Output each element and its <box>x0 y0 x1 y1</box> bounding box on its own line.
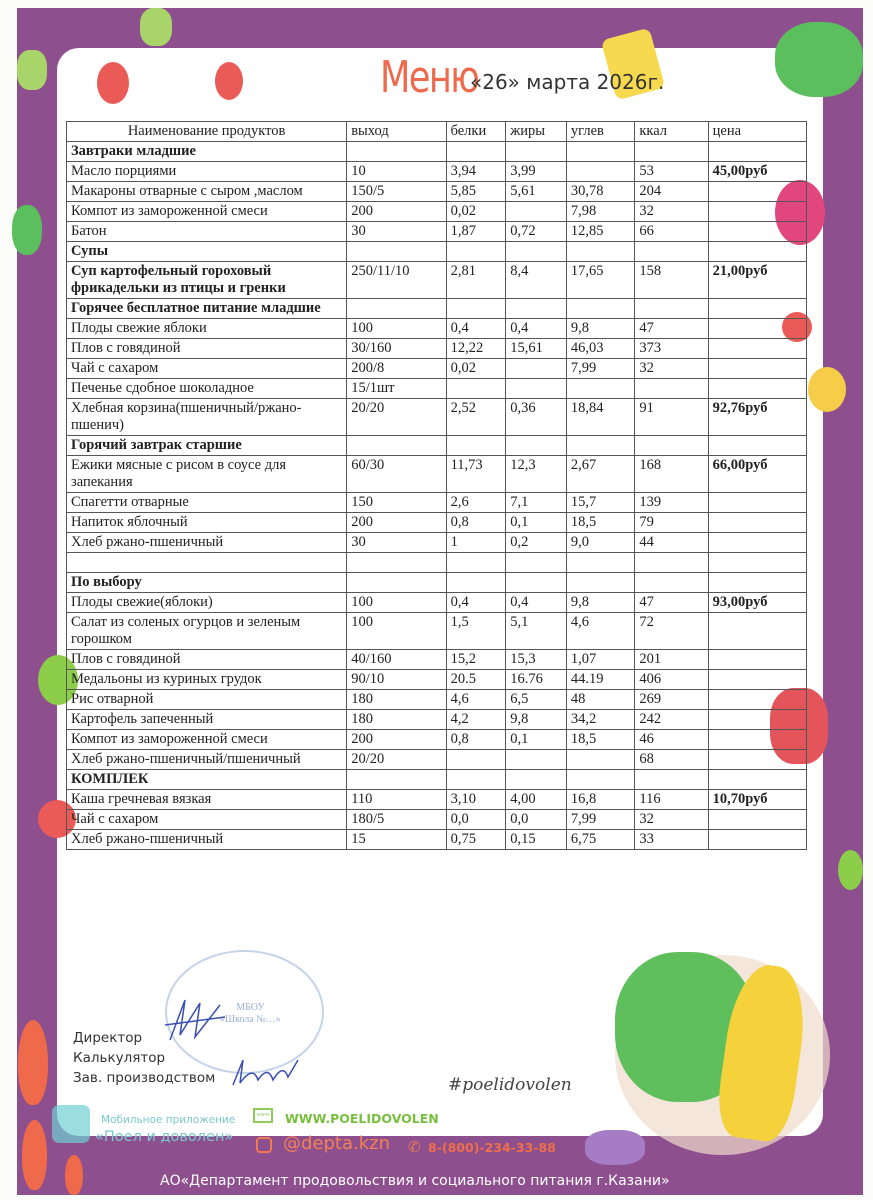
item-yield: 110 <box>347 790 446 810</box>
item-fat <box>506 202 567 222</box>
item-carbs <box>566 162 634 182</box>
table-row <box>67 493 807 513</box>
production-head-label: Зав. производством <box>73 1070 216 1086</box>
item-kcal: 68 <box>635 750 708 770</box>
section-row <box>67 436 807 456</box>
section-row <box>67 142 807 162</box>
item-carbs: 15,7 <box>566 493 634 513</box>
empty-cell <box>506 553 567 573</box>
item-name: Хлеб ржано-пшеничный/пшеничный <box>67 750 347 770</box>
stamp-line: МБОУ <box>236 1002 265 1013</box>
item-kcal: 47 <box>635 593 708 613</box>
cabbage-illustration-icon <box>12 205 42 255</box>
item-kcal: 158 <box>635 262 708 299</box>
item-name: Суп картофельный гороховый фрикадельки из птицы и гренки <box>67 262 347 299</box>
item-price <box>708 533 806 553</box>
section-row <box>67 770 807 790</box>
item-yield: 60/30 <box>347 456 446 493</box>
table-row <box>67 790 807 810</box>
item-yield: 200 <box>347 202 446 222</box>
item-carbs <box>566 379 634 399</box>
empty-cell <box>635 553 708 573</box>
table-row <box>67 202 807 222</box>
item-yield: 250/11/10 <box>347 262 446 299</box>
section-row <box>67 573 807 593</box>
table-row <box>67 182 807 202</box>
table-row <box>67 339 807 359</box>
table-row <box>67 613 807 650</box>
item-fat: 15,61 <box>506 339 567 359</box>
item-price <box>708 650 806 670</box>
item-price <box>708 730 806 750</box>
item-price: 45,00руб <box>708 162 806 182</box>
item-protein <box>446 750 506 770</box>
empty-cell <box>347 142 446 162</box>
item-carbs: 4,6 <box>566 613 634 650</box>
item-price: 66,00руб <box>708 456 806 493</box>
item-price <box>708 359 806 379</box>
item-fat: 5,1 <box>506 613 567 650</box>
empty-cell <box>566 242 634 262</box>
item-yield: 15/1шт <box>347 379 446 399</box>
item-price: 92,76руб <box>708 399 806 436</box>
empty-cell <box>347 242 446 262</box>
item-name: Медальоны из куриных грудок <box>67 670 347 690</box>
item-carbs: 44.19 <box>566 670 634 690</box>
item-protein <box>446 379 506 399</box>
item-fat: 9,8 <box>506 710 567 730</box>
table-row <box>67 533 807 553</box>
item-name: Салат из соленых огурцов и зеленым горошком <box>67 613 347 650</box>
item-yield: 30/160 <box>347 339 446 359</box>
item-kcal: 201 <box>635 650 708 670</box>
item-fat: 0,72 <box>506 222 567 242</box>
table-row <box>67 456 807 493</box>
item-protein: 0,8 <box>446 730 506 750</box>
item-price <box>708 222 806 242</box>
stamp-line: «Школа №…» <box>220 1014 281 1025</box>
empty-cell <box>506 770 567 790</box>
table-row <box>67 750 807 770</box>
table-header-row <box>67 122 807 142</box>
table-row <box>67 710 807 730</box>
item-price <box>708 830 806 850</box>
item-fat: 0,15 <box>506 830 567 850</box>
item-carbs: 18,84 <box>566 399 634 436</box>
tomato-character-icon <box>97 62 129 104</box>
item-carbs: 1,07 <box>566 650 634 670</box>
item-fat: 0,4 <box>506 593 567 613</box>
hashtag: #poelidovolen <box>448 1075 572 1095</box>
item-protein: 2,52 <box>446 399 506 436</box>
item-kcal: 168 <box>635 456 708 493</box>
table-row <box>67 262 807 299</box>
item-fat: 3,99 <box>506 162 567 182</box>
table-row <box>67 830 807 850</box>
item-name: Компот из замороженной смеси <box>67 202 347 222</box>
item-carbs: 9,8 <box>566 319 634 339</box>
item-yield: 10 <box>347 162 446 182</box>
item-carbs: 7,98 <box>566 202 634 222</box>
cabbage-illustration-icon <box>775 22 863 97</box>
empty-cell <box>635 770 708 790</box>
item-kcal: 373 <box>635 339 708 359</box>
item-price <box>708 670 806 690</box>
item-protein: 1,5 <box>446 613 506 650</box>
empty-cell <box>506 573 567 593</box>
table-row <box>67 730 807 750</box>
item-price <box>708 182 806 202</box>
item-kcal: 53 <box>635 162 708 182</box>
item-yield: 40/160 <box>347 650 446 670</box>
empty-cell <box>67 553 347 573</box>
empty-cell <box>446 436 506 456</box>
empty-cell <box>566 436 634 456</box>
empty-cell <box>506 242 567 262</box>
item-protein: 0,0 <box>446 810 506 830</box>
item-yield: 180 <box>347 710 446 730</box>
item-yield: 15 <box>347 830 446 850</box>
item-price <box>708 319 806 339</box>
item-carbs: 2,67 <box>566 456 634 493</box>
item-name: Хлебная корзина(пшеничный/ржано-пшенич) <box>67 399 347 436</box>
item-protein: 2,6 <box>446 493 506 513</box>
empty-cell <box>446 142 506 162</box>
item-price <box>708 493 806 513</box>
phone-number[interactable]: 8-(800)-234-33-88 <box>428 1140 556 1155</box>
item-price <box>708 810 806 830</box>
item-yield: 100 <box>347 593 446 613</box>
item-yield: 30 <box>347 533 446 553</box>
item-protein: 0,02 <box>446 359 506 379</box>
item-name: Чай с сахаром <box>67 810 347 830</box>
empty-cell <box>635 299 708 319</box>
item-name: Хлеб ржано-пшеничный <box>67 830 347 850</box>
item-fat: 16.76 <box>506 670 567 690</box>
item-protein: 0,75 <box>446 830 506 850</box>
item-name: Плоды свежие(яблоки) <box>67 593 347 613</box>
section-title: КОМПЛЕК <box>67 770 347 790</box>
item-protein: 1 <box>446 533 506 553</box>
production-head-signature-icon <box>228 1055 303 1090</box>
table-row <box>67 810 807 830</box>
item-kcal: 44 <box>635 533 708 553</box>
item-fat: 0,0 <box>506 810 567 830</box>
item-price <box>708 202 806 222</box>
item-protein: 11,73 <box>446 456 506 493</box>
item-yield: 90/10 <box>347 670 446 690</box>
item-protein: 2,81 <box>446 262 506 299</box>
section-title: По выбору <box>67 573 347 593</box>
empty-cell <box>635 573 708 593</box>
table-row <box>67 690 807 710</box>
item-yield: 180 <box>347 690 446 710</box>
item-protein: 3,94 <box>446 162 506 182</box>
item-yield: 150/5 <box>347 182 446 202</box>
table-row <box>67 593 807 613</box>
footer-organization: АО«Департамент продовольствия и социального питания г.Казани» <box>160 1173 670 1189</box>
item-name: Батон <box>67 222 347 242</box>
empty-cell <box>446 573 506 593</box>
table-row <box>67 162 807 182</box>
tomato-character-icon <box>215 62 243 100</box>
table-row <box>67 319 807 339</box>
empty-cell <box>446 553 506 573</box>
item-name: Ежики мясные с рисом в соусе для запекания <box>67 456 347 493</box>
item-protein: 5,85 <box>446 182 506 202</box>
item-carbs: 17,65 <box>566 262 634 299</box>
empty-cell <box>347 770 446 790</box>
item-kcal: 33 <box>635 830 708 850</box>
web-icon: www <box>253 1108 273 1123</box>
item-name: Макароны отварные с сыром ,маслом <box>67 182 347 202</box>
item-carbs: 18,5 <box>566 730 634 750</box>
item-kcal: 79 <box>635 513 708 533</box>
column-header: белки <box>446 122 506 142</box>
item-fat: 15,3 <box>506 650 567 670</box>
item-fat: 8,4 <box>506 262 567 299</box>
item-fat: 5,61 <box>506 182 567 202</box>
item-kcal: 32 <box>635 810 708 830</box>
empty-cell <box>708 299 806 319</box>
item-protein: 4,6 <box>446 690 506 710</box>
item-carbs: 18,5 <box>566 513 634 533</box>
item-kcal <box>635 379 708 399</box>
item-protein: 12,22 <box>446 339 506 359</box>
item-kcal: 32 <box>635 359 708 379</box>
table-row <box>67 359 807 379</box>
item-protein: 0,8 <box>446 513 506 533</box>
item-name: Печенье сдобное шоколадное <box>67 379 347 399</box>
section-row <box>67 299 807 319</box>
item-fat <box>506 750 567 770</box>
empty-cell <box>635 242 708 262</box>
item-name: Спагетти отварные <box>67 493 347 513</box>
item-price: 10,70руб <box>708 790 806 810</box>
item-fat: 0,4 <box>506 319 567 339</box>
item-protein: 3,10 <box>446 790 506 810</box>
item-kcal: 91 <box>635 399 708 436</box>
item-protein: 0,02 <box>446 202 506 222</box>
item-name: Масло порциями <box>67 162 347 182</box>
candy-character-icon <box>585 1130 645 1165</box>
item-name: Хлеб ржано-пшеничный <box>67 533 347 553</box>
item-carbs: 34,2 <box>566 710 634 730</box>
instagram-handle[interactable]: @depta.kzn <box>283 1133 391 1154</box>
item-name: Плов с говядиной <box>67 650 347 670</box>
leaf-illustration-icon <box>838 850 863 890</box>
item-yield: 200 <box>347 513 446 533</box>
item-fat <box>506 379 567 399</box>
director-signature-icon <box>160 995 230 1045</box>
empty-cell <box>708 242 806 262</box>
item-yield: 30 <box>347 222 446 242</box>
phone-icon: ✆ <box>408 1140 421 1156</box>
lettuce-illustration-icon <box>140 8 172 46</box>
empty-cell <box>635 142 708 162</box>
empty-cell <box>635 436 708 456</box>
item-price <box>708 613 806 650</box>
column-header: цена <box>708 122 806 142</box>
item-name: Плов с говядиной <box>67 339 347 359</box>
item-carbs: 12,85 <box>566 222 634 242</box>
item-kcal: 32 <box>635 202 708 222</box>
empty-cell <box>566 770 634 790</box>
menu-date: «26» марта 2026г. <box>470 70 665 94</box>
column-header: углев <box>566 122 634 142</box>
item-carbs: 46,03 <box>566 339 634 359</box>
item-carbs: 30,78 <box>566 182 634 202</box>
website-link[interactable]: WWW.POELIDOVOLEN <box>285 1111 439 1126</box>
item-yield: 200/8 <box>347 359 446 379</box>
empty-cell <box>347 573 446 593</box>
item-yield: 100 <box>347 613 446 650</box>
item-kcal: 116 <box>635 790 708 810</box>
item-carbs: 48 <box>566 690 634 710</box>
item-fat: 0,36 <box>506 399 567 436</box>
section-title: Горячее бесплатное питание младшие <box>67 299 347 319</box>
item-yield: 100 <box>347 319 446 339</box>
item-price <box>708 339 806 359</box>
item-price: 21,00руб <box>708 262 806 299</box>
empty-cell <box>506 142 567 162</box>
item-fat: 0,1 <box>506 730 567 750</box>
item-name: Рис отварной <box>67 690 347 710</box>
table-row <box>67 399 807 436</box>
item-protein: 20.5 <box>446 670 506 690</box>
app-icon <box>52 1105 90 1143</box>
item-fat: 4,00 <box>506 790 567 810</box>
item-carbs: 7,99 <box>566 359 634 379</box>
column-header: ккал <box>635 122 708 142</box>
menu-table <box>66 121 807 850</box>
item-name: Каша гречневая вязкая <box>67 790 347 810</box>
empty-cell <box>708 770 806 790</box>
table-row <box>67 513 807 533</box>
item-name: Чай с сахаром <box>67 359 347 379</box>
director-label: Директор <box>73 1030 143 1046</box>
section-title: Завтраки младшие <box>67 142 347 162</box>
empty-cell <box>347 299 446 319</box>
item-carbs <box>566 750 634 770</box>
smiley-icon <box>808 367 846 412</box>
item-protein: 4,2 <box>446 710 506 730</box>
carrot-character-icon <box>22 1120 47 1190</box>
item-fat: 0,1 <box>506 513 567 533</box>
empty-cell <box>566 553 634 573</box>
item-fat: 12,3 <box>506 456 567 493</box>
item-price <box>708 710 806 730</box>
item-price <box>708 690 806 710</box>
table-row <box>67 222 807 242</box>
empty-cell <box>506 299 567 319</box>
item-name: Компот из замороженной смеси <box>67 730 347 750</box>
empty-cell <box>347 436 446 456</box>
item-kcal: 72 <box>635 613 708 650</box>
item-kcal: 242 <box>635 710 708 730</box>
item-protein: 0,4 <box>446 319 506 339</box>
empty-cell <box>347 553 446 573</box>
item-fat: 6,5 <box>506 690 567 710</box>
item-fat: 7,1 <box>506 493 567 513</box>
calculator-label: Калькулятор <box>73 1050 166 1066</box>
section-title: Супы <box>67 242 347 262</box>
carrot-character-icon <box>65 1155 83 1195</box>
item-kcal: 46 <box>635 730 708 750</box>
item-kcal: 139 <box>635 493 708 513</box>
item-kcal: 269 <box>635 690 708 710</box>
item-yield: 200 <box>347 730 446 750</box>
empty-cell <box>566 142 634 162</box>
table-row <box>67 670 807 690</box>
item-yield: 150 <box>347 493 446 513</box>
app-name: «Поел и доволен» <box>95 1129 234 1145</box>
item-yield: 20/20 <box>347 399 446 436</box>
empty-cell <box>566 573 634 593</box>
item-carbs: 7,99 <box>566 810 634 830</box>
item-name: Картофель запеченный <box>67 710 347 730</box>
blank-row <box>67 553 807 573</box>
instagram-icon <box>256 1137 272 1153</box>
item-protein: 0,4 <box>446 593 506 613</box>
item-fat <box>506 359 567 379</box>
item-price: 93,00руб <box>708 593 806 613</box>
item-kcal: 66 <box>635 222 708 242</box>
item-carbs: 16,8 <box>566 790 634 810</box>
empty-cell <box>446 770 506 790</box>
item-kcal: 47 <box>635 319 708 339</box>
lettuce-illustration-icon <box>17 50 47 90</box>
empty-cell <box>566 299 634 319</box>
empty-cell <box>708 142 806 162</box>
table-row <box>67 650 807 670</box>
item-carbs: 9,8 <box>566 593 634 613</box>
column-header: выход <box>347 122 446 142</box>
item-kcal: 204 <box>635 182 708 202</box>
section-title: Горячий завтрак старшие <box>67 436 347 456</box>
empty-cell <box>708 436 806 456</box>
item-fat: 0,2 <box>506 533 567 553</box>
item-price <box>708 750 806 770</box>
empty-cell <box>708 553 806 573</box>
section-row <box>67 242 807 262</box>
item-protein: 15,2 <box>446 650 506 670</box>
item-yield: 180/5 <box>347 810 446 830</box>
item-carbs: 9,0 <box>566 533 634 553</box>
item-name: Плоды свежие яблоки <box>67 319 347 339</box>
table-row <box>67 379 807 399</box>
item-carbs: 6,75 <box>566 830 634 850</box>
item-price <box>708 379 806 399</box>
menu-title: Меню <box>380 52 479 103</box>
empty-cell <box>506 436 567 456</box>
app-label: Мобильное приложение <box>101 1114 236 1126</box>
item-price <box>708 513 806 533</box>
item-name: Напиток яблочный <box>67 513 347 533</box>
empty-cell <box>446 242 506 262</box>
item-kcal: 406 <box>635 670 708 690</box>
carrot-character-icon <box>18 1020 48 1105</box>
item-yield: 20/20 <box>347 750 446 770</box>
column-header: жиры <box>506 122 567 142</box>
column-header: Наименование продуктов <box>67 122 347 142</box>
item-protein: 1,87 <box>446 222 506 242</box>
empty-cell <box>446 299 506 319</box>
empty-cell <box>708 573 806 593</box>
